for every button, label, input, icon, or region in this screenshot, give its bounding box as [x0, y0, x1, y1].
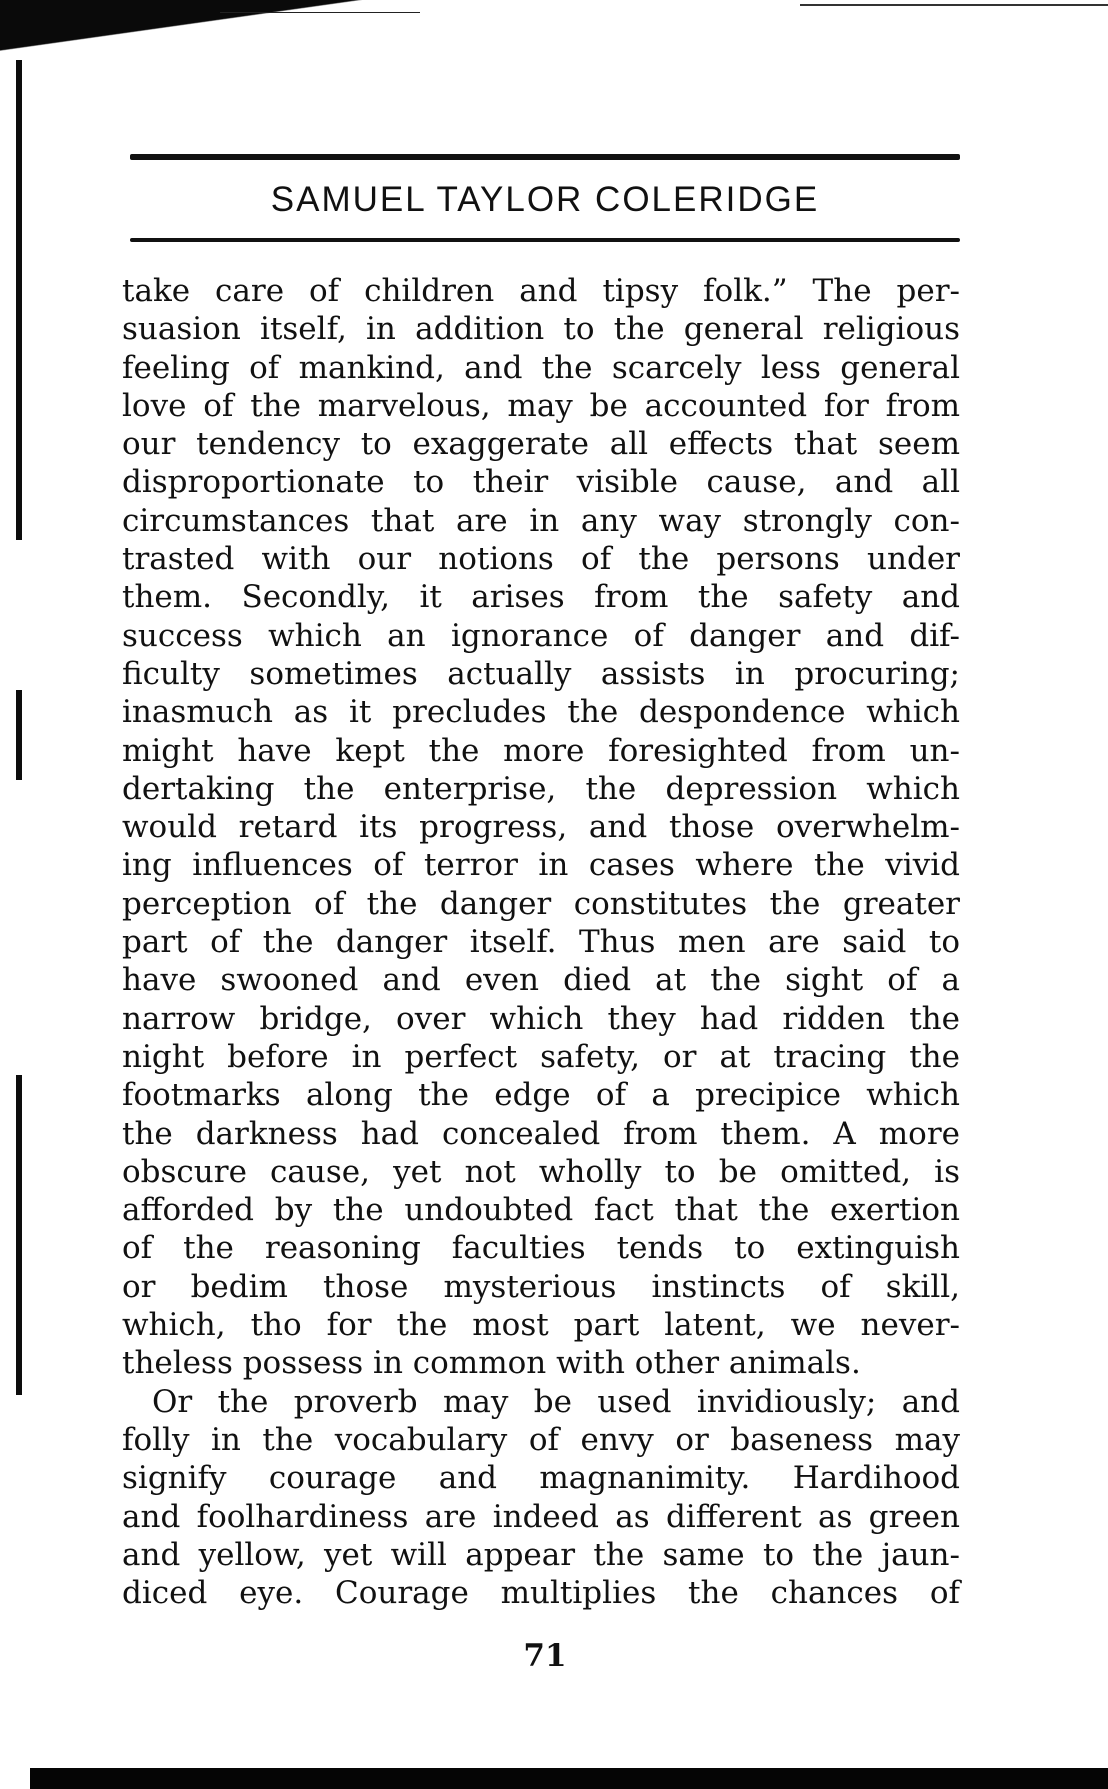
text-line: ficulty sometimes actually assists in procuring; — [122, 655, 960, 692]
scan-hairline-right — [800, 4, 1108, 6]
text-line: take care of children and tipsy folk.” The per- — [122, 273, 960, 309]
scan-binding-mark — [16, 690, 22, 780]
text-line: dertaking the enterprise, the depression which — [122, 770, 960, 807]
text-line: feeling of mankind, and the scarcely less general — [122, 349, 960, 386]
text-line: ing influences of terror in cases where the vivid — [122, 847, 960, 884]
scan-binding-mark — [16, 60, 22, 540]
text-line: our tendency to exaggerate all effects that seem — [122, 426, 960, 463]
scan-bottom-edge — [30, 1768, 1108, 1789]
text-line: night before in perfect safety, or at tracing the — [122, 1038, 960, 1075]
paragraph — [122, 1383, 960, 1613]
text-line: would retard its progress, and those overwhelm- — [122, 809, 960, 846]
header-rule-top — [130, 154, 960, 160]
paragraph — [122, 272, 960, 1383]
text-line: circumstances that are in any way strongly con- — [122, 502, 960, 539]
text-line: suasion itself, in addition to the general religious — [122, 311, 960, 348]
text-line: narrow bridge, over which they had ridden the — [122, 1000, 960, 1037]
text-line: obscure cause, yet not wholly to be omitted, is — [122, 1153, 960, 1190]
text-line: and foolhardiness are indeed as different as green — [122, 1498, 960, 1535]
text-line: trasted with our notions of the persons under — [122, 541, 960, 578]
text-line: folly in the vocabulary of envy or baseness may — [122, 1421, 960, 1458]
page-number: 71 — [523, 1638, 567, 1674]
text-line: footmarks along the edge of a precipice which — [122, 1077, 960, 1114]
scan-edge-shadow — [0, 0, 420, 60]
scan-hairline — [220, 12, 420, 13]
text-line: diced eye. Courage multiplies the chances of — [122, 1575, 960, 1612]
text-line: or bedim those mysterious instincts of skill, — [122, 1268, 960, 1305]
text-line: the darkness had concealed from them. A more — [122, 1115, 960, 1152]
text-line: disproportionate to their visible cause, and all — [122, 464, 960, 501]
text-line: of the reasoning faculties tends to extinguish — [122, 1230, 960, 1267]
text-line: perception of the danger constitutes the greater — [122, 885, 960, 922]
text-line: inasmuch as it precludes the despondence which — [122, 694, 960, 731]
text-line: afforded by the undoubted fact that the exertion — [122, 1192, 960, 1229]
text-line: part of the danger itself. Thus men are said to — [122, 924, 960, 961]
text-line: theless possess in common with other animals. — [122, 1345, 861, 1382]
running-head: SAMUEL TAYLOR COLERIDGE — [270, 180, 820, 219]
text-line: Or the proverb may be used invidiously; and — [152, 1383, 960, 1420]
scan-binding-mark — [16, 1075, 22, 1395]
text-line: and yellow, yet will appear the same to the jaun- — [122, 1536, 960, 1573]
text-line: love of the marvelous, may be accounted for from — [122, 387, 960, 424]
text-line: might have kept the more foresighted from un- — [122, 732, 960, 769]
header-rule-bottom — [130, 238, 960, 242]
text-line: success which an ignorance of danger and dif- — [122, 617, 960, 654]
text-line: which, tho for the most part latent, we never- — [122, 1307, 960, 1344]
text-line: have swooned and even died at the sight of a — [122, 962, 960, 999]
body-text — [122, 272, 960, 1612]
text-line: signify courage and magnanimity. Hardihood — [122, 1460, 960, 1497]
text-line: them. Secondly, it arises from the safety and — [122, 579, 960, 616]
